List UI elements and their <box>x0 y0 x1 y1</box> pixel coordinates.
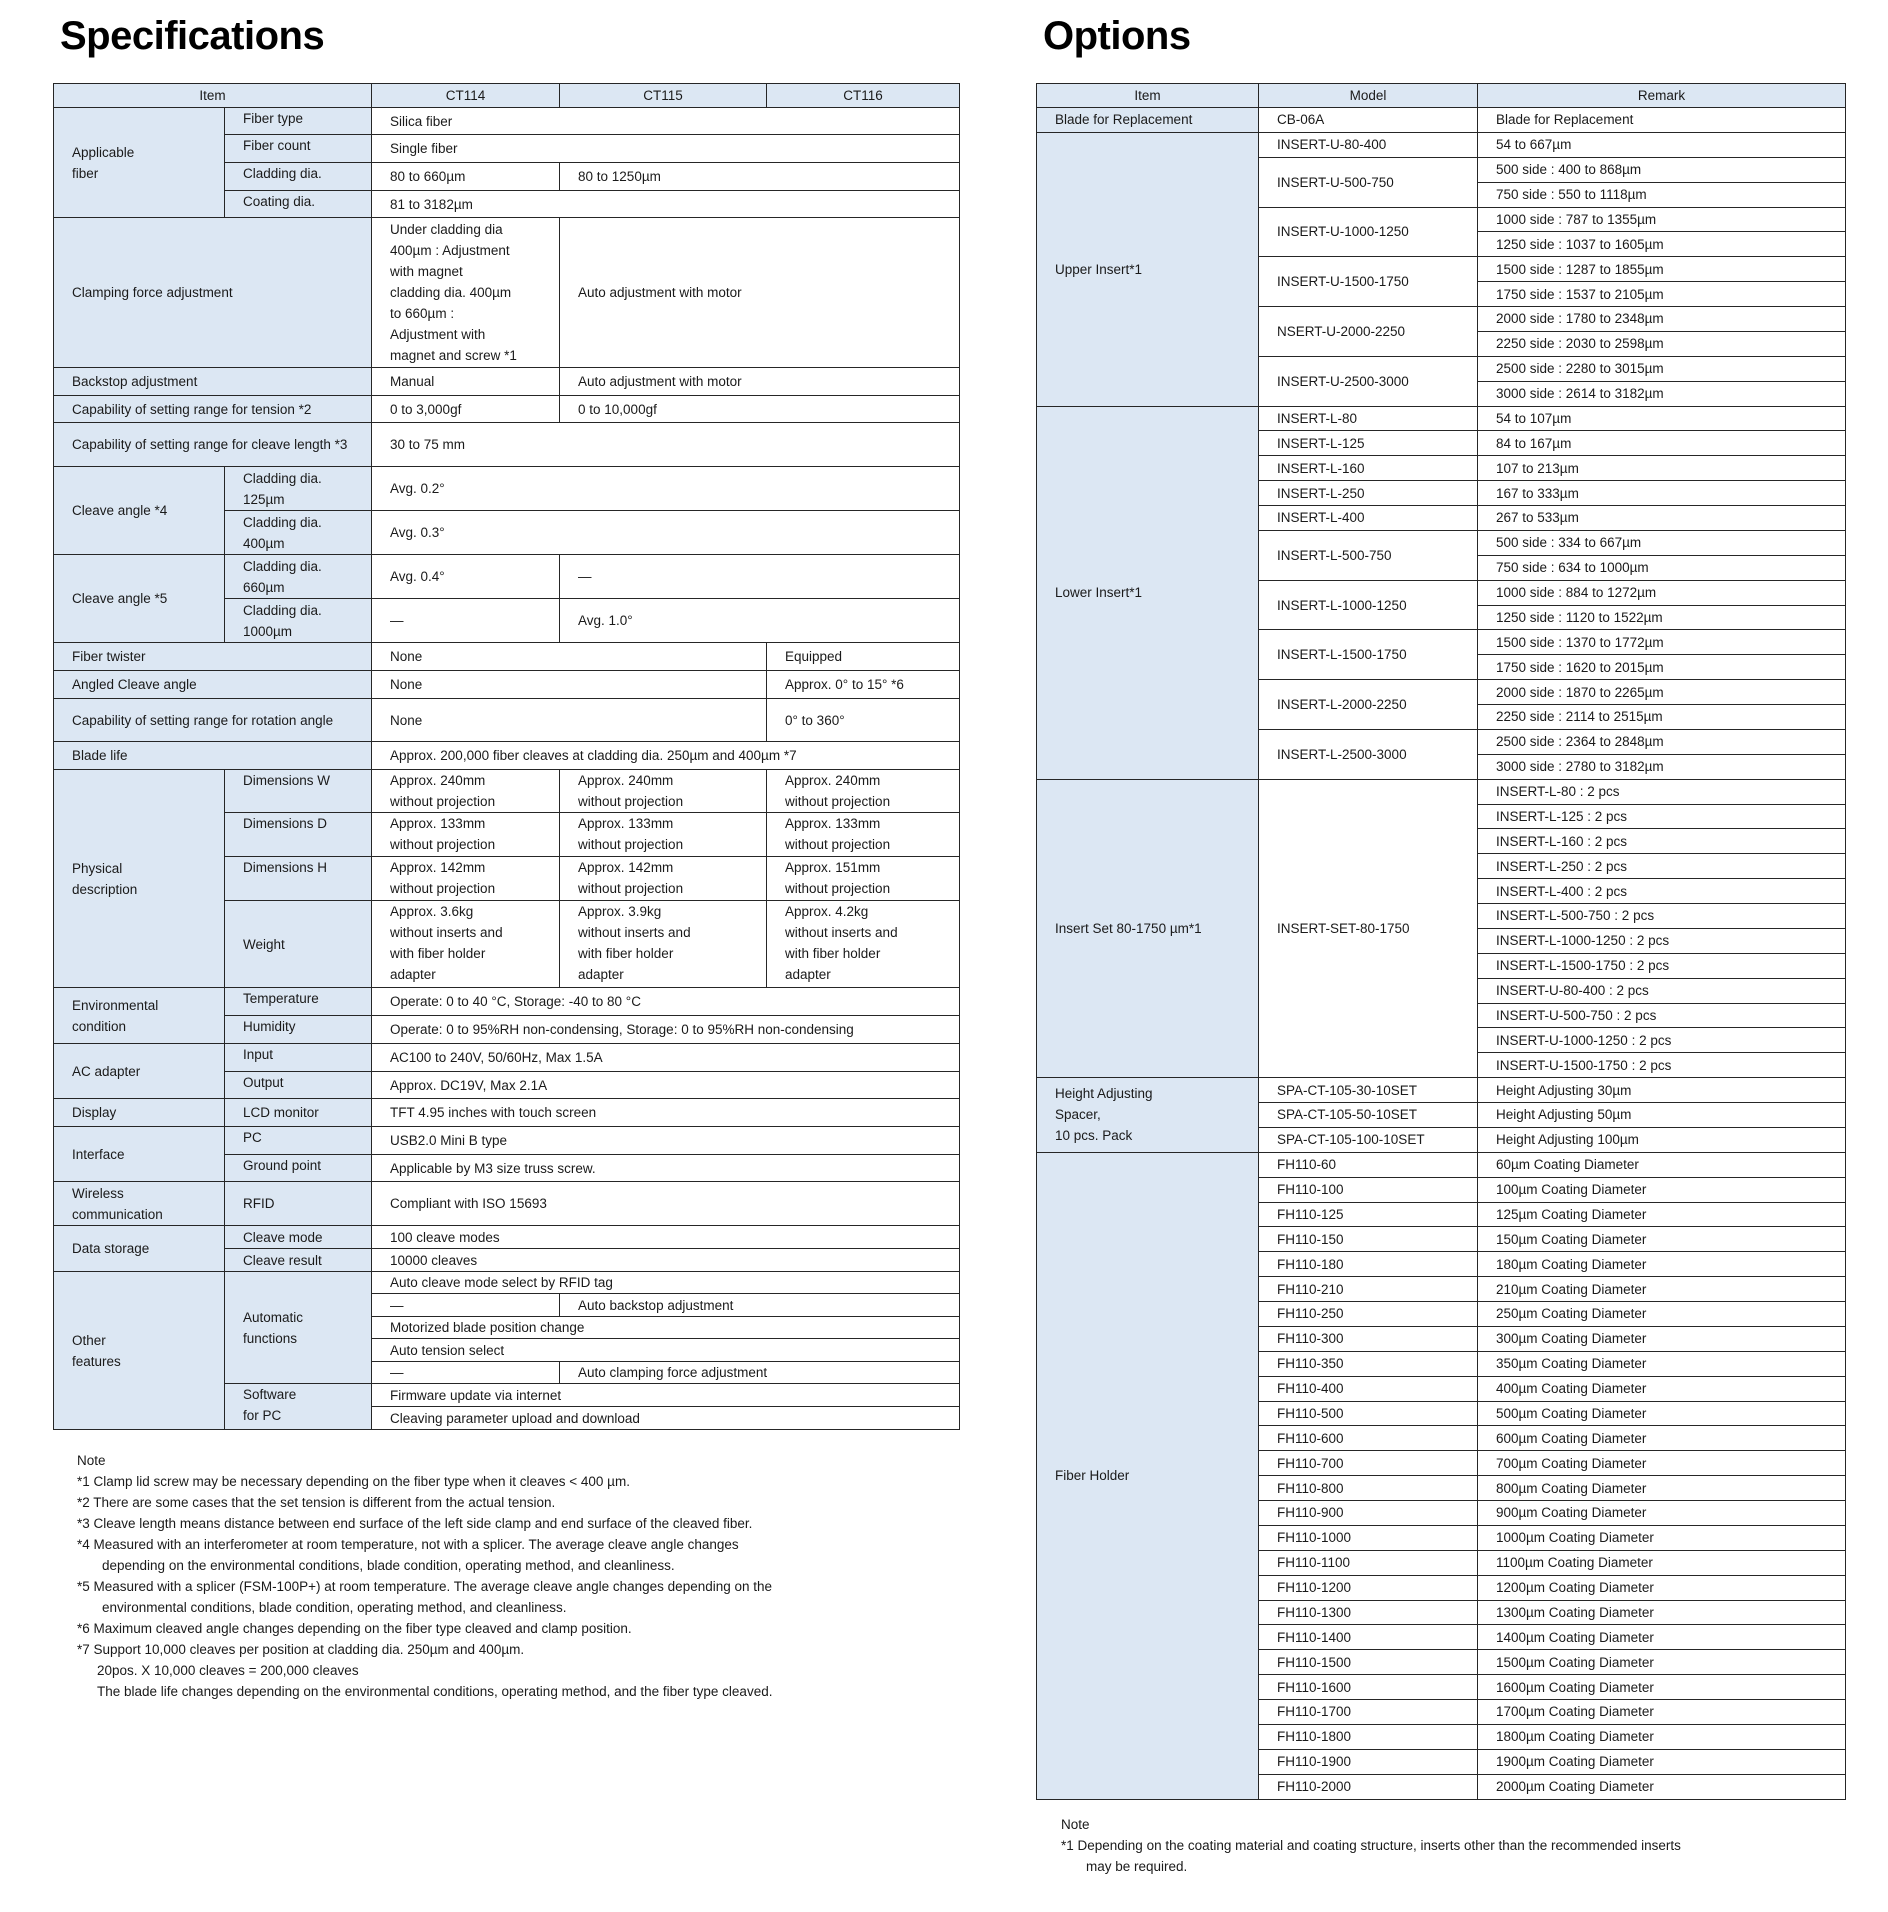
spec-value: 80 to 1250µm <box>560 163 960 191</box>
option-item: Insert Set 80-1750 µm*1 <box>1037 779 1259 1078</box>
spec-row <box>54 218 960 368</box>
spec-value: — <box>372 599 560 643</box>
option-remark: 107 to 213µm <box>1478 456 1846 481</box>
option-remark: 1300µm Coating Diameter <box>1478 1600 1846 1625</box>
spec-value: Equipped <box>767 643 960 671</box>
spec-sub-label: Output <box>225 1072 372 1099</box>
spec-group-label: Cleave angle *4 <box>54 467 225 555</box>
option-remark: Height Adjusting 30µm <box>1478 1078 1846 1103</box>
option-remark: 250µm Coating Diameter <box>1478 1302 1846 1327</box>
option-remark: INSERT-L-1500-1750 : 2 pcs <box>1478 953 1846 978</box>
spec-sub-label: Weight <box>225 901 372 988</box>
option-remark: 900µm Coating Diameter <box>1478 1501 1846 1526</box>
note-line: *5 Measured with a splicer (FSM-100P+) at room temperature. The average cleave angle changes depending on the <box>77 1579 773 1594</box>
option-remark: 1500 side : 1287 to 1855µm <box>1478 257 1846 282</box>
options-header-model: Model <box>1259 84 1478 108</box>
option-row <box>1037 779 1846 804</box>
note-line: *6 Maximum cleaved angle changes depending on the fiber type cleaved and clamp position. <box>77 1621 632 1636</box>
spec-group-label: Display <box>54 1099 225 1127</box>
option-remark: 1000 side : 884 to 1272µm <box>1478 580 1846 605</box>
spec-sub-label: Fiber type <box>225 108 372 135</box>
note-line: depending on the environmental conditions, blade condition, operating method, and cleanliness. <box>102 1558 675 1573</box>
note-line: environmental conditions, blade condition, operating method, and cleanliness. <box>102 1600 567 1615</box>
options-title: Options <box>1043 14 1191 58</box>
spec-row <box>54 423 960 467</box>
spec-value: — <box>372 1362 560 1384</box>
spec-row <box>54 1127 960 1155</box>
option-model: NSERT-U-2000-2250 <box>1259 307 1478 357</box>
option-model: FH110-600 <box>1259 1426 1478 1451</box>
spec-value: Manual <box>372 368 560 396</box>
option-model: FH110-1900 <box>1259 1749 1478 1774</box>
note-line: *7 Support 10,000 cleaves per position at cladding dia. 250µm and 400µm. <box>77 1642 525 1657</box>
option-row <box>1037 132 1846 157</box>
spec-value: 80 to 660µm <box>372 163 560 191</box>
option-remark: 2250 side : 2030 to 2598µm <box>1478 331 1846 356</box>
option-remark: 700µm Coating Diameter <box>1478 1451 1846 1476</box>
option-model: FH110-1000 <box>1259 1525 1478 1550</box>
option-model: FH110-1300 <box>1259 1600 1478 1625</box>
note-line: The blade life changes depending on the environmental conditions, operating method, and the fiber type cleaved. <box>97 1684 773 1699</box>
spec-value: Applicable by M3 size truss screw. <box>372 1155 960 1182</box>
spec-value: Avg. 0.2° <box>372 467 960 511</box>
spec-value: None <box>372 699 767 742</box>
spec-value: 100 cleave modes <box>372 1226 960 1249</box>
option-model: FH110-500 <box>1259 1401 1478 1426</box>
spec-value: 0 to 10,000gf <box>560 396 960 423</box>
option-remark: Height Adjusting 50µm <box>1478 1103 1846 1128</box>
spec-value: Approx. DC19V, Max 2.1A <box>372 1072 960 1099</box>
spec-sub-label: PC <box>225 1127 372 1155</box>
option-model: FH110-700 <box>1259 1451 1478 1476</box>
option-remark: Blade for Replacement <box>1478 108 1846 133</box>
option-remark: INSERT-L-160 : 2 pcs <box>1478 829 1846 854</box>
notes-title: Note <box>1061 1817 1090 1832</box>
spec-row <box>54 467 960 511</box>
option-model: INSERT-L-400 <box>1259 506 1478 531</box>
spec-value: Approx. 151mm without projection <box>767 857 960 901</box>
option-model: FH110-350 <box>1259 1351 1478 1376</box>
spec-sub-label: Cladding dia. 1000µm <box>225 599 372 643</box>
spec-row <box>54 1044 960 1072</box>
option-row <box>1037 406 1846 431</box>
option-model: FH110-400 <box>1259 1376 1478 1401</box>
option-remark: 210µm Coating Diameter <box>1478 1277 1846 1302</box>
option-remark: INSERT-L-80 : 2 pcs <box>1478 779 1846 804</box>
spec-group-label: Backstop adjustment <box>54 368 372 396</box>
option-remark: 750 side : 550 to 1118µm <box>1478 182 1846 207</box>
options-table <box>1036 83 1846 1800</box>
option-row <box>1037 108 1846 133</box>
options-header-row <box>1037 84 1846 108</box>
option-remark: 500 side : 334 to 667µm <box>1478 530 1846 555</box>
spec-header-ct115: CT115 <box>560 84 767 108</box>
notes-title: Note <box>77 1453 106 1468</box>
option-remark: 1500µm Coating Diameter <box>1478 1650 1846 1675</box>
option-model: INSERT-L-500-750 <box>1259 530 1478 580</box>
option-model: FH110-1400 <box>1259 1625 1478 1650</box>
option-model: FH110-210 <box>1259 1277 1478 1302</box>
option-remark: 3000 side : 2780 to 3182µm <box>1478 754 1846 779</box>
spec-group-label: Clamping force adjustment <box>54 218 372 368</box>
option-model: INSERT-L-125 <box>1259 431 1478 456</box>
option-item: Blade for Replacement <box>1037 108 1259 133</box>
option-model: INSERT-U-1500-1750 <box>1259 257 1478 307</box>
note-line: *2 There are some cases that the set tension is different from the actual tension. <box>77 1495 556 1510</box>
spec-value: Motorized blade position change <box>372 1317 960 1339</box>
spec-row <box>54 1272 960 1294</box>
option-remark: 1000 side : 787 to 1355µm <box>1478 207 1846 232</box>
option-item: Fiber Holder <box>1037 1152 1259 1799</box>
spec-group-label: Cleave angle *5 <box>54 555 225 643</box>
spec-sub-label: Fiber count <box>225 135 372 163</box>
spec-value: None <box>372 671 767 699</box>
spec-sub-label: RFID <box>225 1182 372 1226</box>
option-remark: 500µm Coating Diameter <box>1478 1401 1846 1426</box>
option-remark: 3000 side : 2614 to 3182µm <box>1478 381 1846 406</box>
spec-sub-label: Cleave result <box>225 1249 372 1272</box>
spec-group-label: Blade life <box>54 742 372 770</box>
spec-value: Avg. 1.0° <box>560 599 960 643</box>
option-model: FH110-1200 <box>1259 1575 1478 1600</box>
spec-header-item: Item <box>54 84 372 108</box>
spec-group-label: Other features <box>54 1272 225 1430</box>
spec-value: Cleaving parameter upload and download <box>372 1407 960 1430</box>
option-item: Lower Insert*1 <box>1037 406 1259 779</box>
option-remark: 60µm Coating Diameter <box>1478 1152 1846 1177</box>
spec-value: Approx. 3.6kg without inserts and with fiber holder adapter <box>372 901 560 988</box>
option-model: FH110-60 <box>1259 1152 1478 1177</box>
option-model: INSERT-L-80 <box>1259 406 1478 431</box>
option-remark: 1700µm Coating Diameter <box>1478 1700 1846 1725</box>
spec-group-label: Capability of setting range for cleave length *3 <box>54 423 372 467</box>
option-model: FH110-1800 <box>1259 1724 1478 1749</box>
option-item: Upper Insert*1 <box>1037 132 1259 406</box>
spec-sub-label: Software for PC <box>225 1384 372 1430</box>
spec-sub-label: Humidity <box>225 1016 372 1044</box>
spec-sub-label: Ground point <box>225 1155 372 1182</box>
option-row <box>1037 1152 1846 1177</box>
spec-sub-label: Temperature <box>225 988 372 1016</box>
option-remark: 84 to 167µm <box>1478 431 1846 456</box>
option-remark: 2500 side : 2280 to 3015µm <box>1478 356 1846 381</box>
spec-sub-label: Cladding dia. 125µm <box>225 467 372 511</box>
spec-header-ct114: CT114 <box>372 84 560 108</box>
option-remark: 1100µm Coating Diameter <box>1478 1550 1846 1575</box>
spec-value: TFT 4.95 inches with touch screen <box>372 1099 960 1127</box>
option-remark: INSERT-L-400 : 2 pcs <box>1478 879 1846 904</box>
spec-value: Auto clamping force adjustment <box>560 1362 960 1384</box>
option-remark: 1200µm Coating Diameter <box>1478 1575 1846 1600</box>
option-remark: INSERT-U-500-750 : 2 pcs <box>1478 1003 1846 1028</box>
spec-row <box>54 742 960 770</box>
spec-row <box>54 368 960 396</box>
option-remark: 267 to 533µm <box>1478 506 1846 531</box>
spec-group-label: Data storage <box>54 1226 225 1272</box>
option-remark: 300µm Coating Diameter <box>1478 1326 1846 1351</box>
option-model: INSERT-U-1000-1250 <box>1259 207 1478 257</box>
option-model: INSERT-U-500-750 <box>1259 157 1478 207</box>
option-remark: 1750 side : 1620 to 2015µm <box>1478 655 1846 680</box>
spec-value: Auto tension select <box>372 1339 960 1362</box>
spec-value: Operate: 0 to 40 °C, Storage: -40 to 80 °C <box>372 988 960 1016</box>
spec-value: Under cladding dia 400µm : Adjustment with magnet cladding dia. 400µm to 660µm : Adjustment with magnet and screw *1 <box>372 218 560 368</box>
option-model: FH110-150 <box>1259 1227 1478 1252</box>
note-line: *1 Clamp lid screw may be necessary depending on the fiber type when it cleaves < 400 µm. <box>77 1474 630 1489</box>
spec-group-label: Interface <box>54 1127 225 1182</box>
option-remark: INSERT-U-1500-1750 : 2 pcs <box>1478 1053 1846 1078</box>
spec-sub-label: Cladding dia. <box>225 163 372 191</box>
option-remark: 1000µm Coating Diameter <box>1478 1525 1846 1550</box>
option-remark: 150µm Coating Diameter <box>1478 1227 1846 1252</box>
spec-value: Approx. 240mm without projection <box>372 770 560 813</box>
option-row <box>1037 1078 1846 1103</box>
note-line: may be required. <box>1086 1859 1188 1874</box>
spec-value: Approx. 4.2kg without inserts and with fiber holder adapter <box>767 901 960 988</box>
spec-row <box>54 1099 960 1127</box>
spec-value: Operate: 0 to 95%RH non-condensing, Storage: 0 to 95%RH non-condensing <box>372 1016 960 1044</box>
option-model: FH110-1700 <box>1259 1700 1478 1725</box>
spec-value: None <box>372 643 767 671</box>
spec-value: Auto backstop adjustment <box>560 1294 960 1317</box>
spec-value: Approx. 240mm without projection <box>767 770 960 813</box>
specifications-title: Specifications <box>60 14 325 58</box>
spec-row <box>54 988 960 1016</box>
spec-row <box>54 699 960 742</box>
spec-value: Approx. 142mm without projection <box>560 857 767 901</box>
spec-value: Approx. 240mm without projection <box>560 770 767 813</box>
option-model: FH110-800 <box>1259 1476 1478 1501</box>
option-remark: 1500 side : 1370 to 1772µm <box>1478 630 1846 655</box>
option-remark: 1600µm Coating Diameter <box>1478 1675 1846 1700</box>
spec-sub-label: Dimensions H <box>225 857 372 901</box>
option-remark: 400µm Coating Diameter <box>1478 1376 1846 1401</box>
spec-value: Approx. 133mm without projection <box>767 813 960 857</box>
spec-sub-label: Coating dia. <box>225 191 372 218</box>
spec-group-label: AC adapter <box>54 1044 225 1099</box>
option-model: INSERT-L-2500-3000 <box>1259 729 1478 779</box>
option-model: SPA-CT-105-50-10SET <box>1259 1103 1478 1128</box>
option-remark: INSERT-U-80-400 : 2 pcs <box>1478 978 1846 1003</box>
spec-row <box>54 396 960 423</box>
option-remark: 1250 side : 1120 to 1522µm <box>1478 605 1846 630</box>
spec-group-label: Environmental condition <box>54 988 225 1044</box>
spec-row <box>54 1182 960 1226</box>
spec-value: Compliant with ISO 15693 <box>372 1182 960 1226</box>
spec-row <box>54 108 960 135</box>
option-model: FH110-300 <box>1259 1326 1478 1351</box>
option-model: FH110-100 <box>1259 1177 1478 1202</box>
spec-value: 0 to 3,000gf <box>372 396 560 423</box>
note-line: *4 Measured with an interferometer at room temperature, not with a splicer. The average cleave angle changes <box>77 1537 739 1552</box>
option-remark: INSERT-L-125 : 2 pcs <box>1478 804 1846 829</box>
option-remark: 2000µm Coating Diameter <box>1478 1774 1846 1799</box>
option-model: INSERT-L-1000-1250 <box>1259 580 1478 630</box>
option-remark: 2000 side : 1870 to 2265µm <box>1478 680 1846 705</box>
spec-value: 30 to 75 mm <box>372 423 960 467</box>
spec-value: AC100 to 240V, 50/60Hz, Max 1.5A <box>372 1044 960 1072</box>
option-remark: INSERT-L-250 : 2 pcs <box>1478 854 1846 879</box>
spec-group-label: Fiber twister <box>54 643 372 671</box>
option-model: FH110-250 <box>1259 1302 1478 1327</box>
option-remark: 1400µm Coating Diameter <box>1478 1625 1846 1650</box>
option-remark: 100µm Coating Diameter <box>1478 1177 1846 1202</box>
spec-value: 10000 cleaves <box>372 1249 960 1272</box>
spec-value: Auto cleave mode select by RFID tag <box>372 1272 960 1294</box>
option-remark: INSERT-L-1000-1250 : 2 pcs <box>1478 928 1846 953</box>
option-remark: 54 to 667µm <box>1478 132 1846 157</box>
spec-value: Approx. 133mm without projection <box>372 813 560 857</box>
option-remark: 600µm Coating Diameter <box>1478 1426 1846 1451</box>
option-model: INSERT-L-250 <box>1259 481 1478 506</box>
spec-sub-label: Cladding dia. 400µm <box>225 511 372 555</box>
spec-row <box>54 770 960 813</box>
spec-value: Single fiber <box>372 135 960 163</box>
option-remark: 125µm Coating Diameter <box>1478 1202 1846 1227</box>
option-remark: 1900µm Coating Diameter <box>1478 1749 1846 1774</box>
spec-header-ct116: CT116 <box>767 84 960 108</box>
option-model: FH110-125 <box>1259 1202 1478 1227</box>
options-header-item: Item <box>1037 84 1259 108</box>
option-model: CB-06A <box>1259 108 1478 133</box>
option-model: FH110-1100 <box>1259 1550 1478 1575</box>
option-model: INSERT-U-2500-3000 <box>1259 356 1478 406</box>
spec-sub-label: Cleave mode <box>225 1226 372 1249</box>
options-header-remark: Remark <box>1478 84 1846 108</box>
spec-value: Avg. 0.4° <box>372 555 560 599</box>
option-model: FH110-900 <box>1259 1501 1478 1526</box>
spec-group-label: Capability of setting range for rotation angle <box>54 699 372 742</box>
spec-row <box>54 643 960 671</box>
option-remark: 2500 side : 2364 to 2848µm <box>1478 729 1846 754</box>
option-model: FH110-180 <box>1259 1252 1478 1277</box>
option-model: INSERT-L-2000-2250 <box>1259 680 1478 730</box>
spec-value: — <box>372 1294 560 1317</box>
spec-row <box>54 1226 960 1249</box>
spec-sub-label: Dimensions D <box>225 813 372 857</box>
option-remark: 180µm Coating Diameter <box>1478 1252 1846 1277</box>
spec-value: Silica fiber <box>372 108 960 135</box>
option-model: INSERT-L-1500-1750 <box>1259 630 1478 680</box>
option-remark: 2250 side : 2114 to 2515µm <box>1478 705 1846 730</box>
spec-value: Auto adjustment with motor <box>560 218 960 368</box>
spec-value: 0° to 360° <box>767 699 960 742</box>
spec-row <box>54 555 960 599</box>
note-line: 20pos. X 10,000 cleaves = 200,000 cleaves <box>97 1663 359 1678</box>
specifications-notes <box>77 1450 917 1702</box>
spec-value: Approx. 200,000 fiber cleaves at cladding dia. 250µm and 400µm *7 <box>372 742 960 770</box>
spec-value: Avg. 0.3° <box>372 511 960 555</box>
option-item: Height Adjusting Spacer, 10 pcs. Pack <box>1037 1078 1259 1153</box>
note-line: *1 Depending on the coating material and coating structure, inserts other than the recommended inserts <box>1061 1838 1681 1853</box>
option-remark: 167 to 333µm <box>1478 481 1846 506</box>
spec-value: Approx. 142mm without projection <box>372 857 560 901</box>
options-notes <box>1061 1814 1851 1877</box>
spec-value: 81 to 3182µm <box>372 191 960 218</box>
spec-value: Approx. 133mm without projection <box>560 813 767 857</box>
spec-value: USB2.0 Mini B type <box>372 1127 960 1155</box>
spec-sub-label: Dimensions W <box>225 770 372 813</box>
option-model: INSERT-SET-80-1750 <box>1259 779 1478 1078</box>
spec-sub-label: LCD monitor <box>225 1099 372 1127</box>
specifications-table <box>53 83 960 1430</box>
spec-group-label: Applicable fiber <box>54 108 225 218</box>
option-model: INSERT-L-160 <box>1259 456 1478 481</box>
spec-group-label: Angled Cleave angle <box>54 671 372 699</box>
spec-value: — <box>560 555 960 599</box>
option-remark: 54 to 107µm <box>1478 406 1846 431</box>
spec-group-label: Capability of setting range for tension *2 <box>54 396 372 423</box>
spec-value: Approx. 0° to 15° *6 <box>767 671 960 699</box>
spec-value: Approx. 3.9kg without inserts and with fiber holder adapter <box>560 901 767 988</box>
option-remark: INSERT-U-1000-1250 : 2 pcs <box>1478 1028 1846 1053</box>
spec-sub-label: Input <box>225 1044 372 1072</box>
option-model: SPA-CT-105-30-10SET <box>1259 1078 1478 1103</box>
spec-value: Firmware update via internet <box>372 1384 960 1407</box>
spec-header-row <box>54 84 960 108</box>
option-remark: INSERT-L-500-750 : 2 pcs <box>1478 904 1846 929</box>
option-remark: 750 side : 634 to 1000µm <box>1478 555 1846 580</box>
spec-sub-label: Automatic functions <box>225 1272 372 1384</box>
option-remark: 1750 side : 1537 to 2105µm <box>1478 282 1846 307</box>
spec-group-label: Physical description <box>54 770 225 988</box>
spec-group-label: Wireless communication <box>54 1182 225 1226</box>
option-remark: 800µm Coating Diameter <box>1478 1476 1846 1501</box>
option-model: INSERT-U-80-400 <box>1259 132 1478 157</box>
option-remark: 500 side : 400 to 868µm <box>1478 157 1846 182</box>
option-remark: 350µm Coating Diameter <box>1478 1351 1846 1376</box>
note-line: *3 Cleave length means distance between end surface of the left side clamp and end surface of the cleaved fiber. <box>77 1516 753 1531</box>
option-remark: 1800µm Coating Diameter <box>1478 1724 1846 1749</box>
option-model: FH110-2000 <box>1259 1774 1478 1799</box>
option-remark: Height Adjusting 100µm <box>1478 1127 1846 1152</box>
option-remark: 1250 side : 1037 to 1605µm <box>1478 232 1846 257</box>
option-model: SPA-CT-105-100-10SET <box>1259 1127 1478 1152</box>
option-model: FH110-1500 <box>1259 1650 1478 1675</box>
spec-row <box>54 671 960 699</box>
option-remark: 2000 side : 1780 to 2348µm <box>1478 307 1846 332</box>
spec-value: Auto adjustment with motor <box>560 368 960 396</box>
option-model: FH110-1600 <box>1259 1675 1478 1700</box>
spec-sub-label: Cladding dia. 660µm <box>225 555 372 599</box>
